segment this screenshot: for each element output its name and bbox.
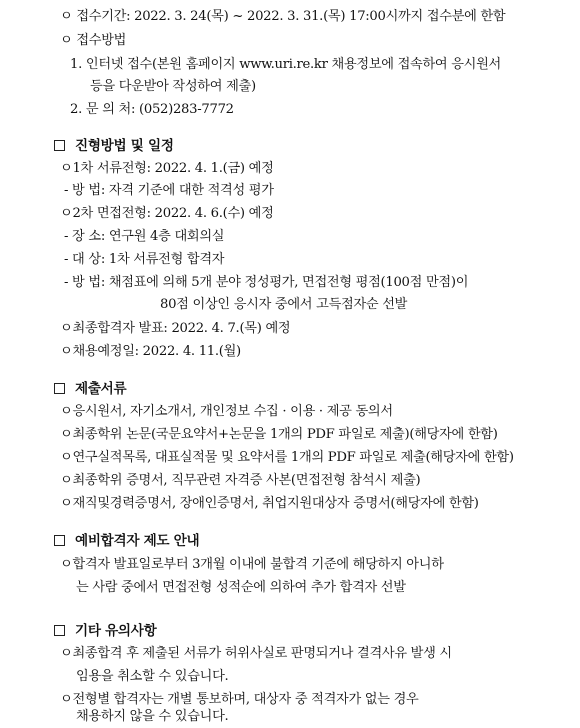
process-line: ㅇ2차 면접전형: 2022. 4. 6.(수) 예정 [60, 206, 274, 221]
section-reserve-heading [54, 530, 199, 552]
process-line: - 대 상: 1차 서류전형 합격자 [64, 252, 225, 267]
section-documents-heading [54, 378, 126, 400]
process-line: 80점 이상인 응시자 중에서 고득점자순 선발 [160, 297, 408, 312]
section-reserve-title: 예비합격자 제도 안내 [75, 533, 200, 549]
documents-line: ㅇ연구실적목록, 대표실적물 및 요약서를 1개의 PDF 파일로 제출(해당자에 한함) [60, 450, 514, 465]
documents-line: ㅇ최종학위 증명서, 직무관련 자격증 사본(면접전형 참석시 제출) [60, 473, 421, 488]
notes-line: 임용을 취소할 수 있습니다. [76, 669, 229, 684]
application-method-1: 1. 인터넷 접수(본원 홈페이지 www.uri.re.kr 채용정보에 접속하여 응시원서 [70, 57, 501, 72]
application-method-1-cont: 등을 다운받아 작성하여 제출) [90, 79, 256, 94]
process-line: - 방 법: 자격 기준에 대한 적격성 평가 [64, 183, 274, 198]
notes-line: ㅇ최종합격 후 제출된 서류가 허위사실로 판명되거나 결격사유 발생 시 [60, 646, 452, 661]
application-contact: 2. 문 의 처: (052)283-7772 [70, 102, 234, 117]
process-line: ㅇ1차 서류전형: 2022. 4. 1.(금) 예정 [60, 161, 274, 176]
documents-line: ㅇ최종학위 논문(국문요약서+논문을 1개의 PDF 파일로 제출)(해당자에 한함) [60, 427, 498, 442]
section-process-heading [54, 135, 174, 157]
reserve-line: 는 사람 중에서 면접전형 성적순에 의하여 추가 합격자 선발 [76, 580, 406, 595]
checkbox-square-icon [54, 383, 65, 394]
process-line: - 방 법: 채점표에 의해 5개 분야 정성평가, 면접전형 평점(100점 만점)이 [64, 275, 469, 290]
section-notes-heading [54, 620, 156, 642]
process-line: ㅇ채용예정일: 2022. 4. 11.(월) [60, 344, 241, 359]
process-line: ㅇ최종합격자 발표: 2022. 4. 7.(목) 예정 [60, 321, 291, 336]
documents-line: ㅇ재직및경력증명서, 장애인증명서, 취업지원대상자 증명서(해당자에 한함) [60, 496, 479, 511]
application-method: ㅇ 접수방법 [60, 33, 127, 48]
section-documents-title: 제출서류 [75, 381, 127, 397]
checkbox-square-icon [54, 535, 65, 546]
notes-line: 채용하지 않을 수 있습니다. [76, 709, 229, 724]
process-line: - 장 소: 연구원 4층 대회의실 [64, 229, 225, 244]
checkbox-square-icon [54, 625, 65, 636]
notes-line: ㅇ전형별 합격자는 개별 통보하며, 대상자 중 적격자가 없는 경우 [60, 692, 419, 707]
checkbox-square-icon [54, 140, 65, 151]
documents-line: ㅇ응시원서, 자기소개서, 개인정보 수집 · 이용 · 제공 동의서 [60, 404, 393, 419]
section-notes-title: 기타 유의사항 [75, 623, 157, 639]
application-period: ㅇ 접수기간: 2022. 3. 24(목) ~ 2022. 3. 31.(목) 17:00시까지 접수분에 한함 [60, 9, 506, 24]
section-process-title: 진형방법 및 일정 [75, 138, 174, 154]
reserve-line: ㅇ합격자 발표일로부터 3개월 이내에 불합격 기준에 해당하지 아니하 [60, 557, 444, 572]
